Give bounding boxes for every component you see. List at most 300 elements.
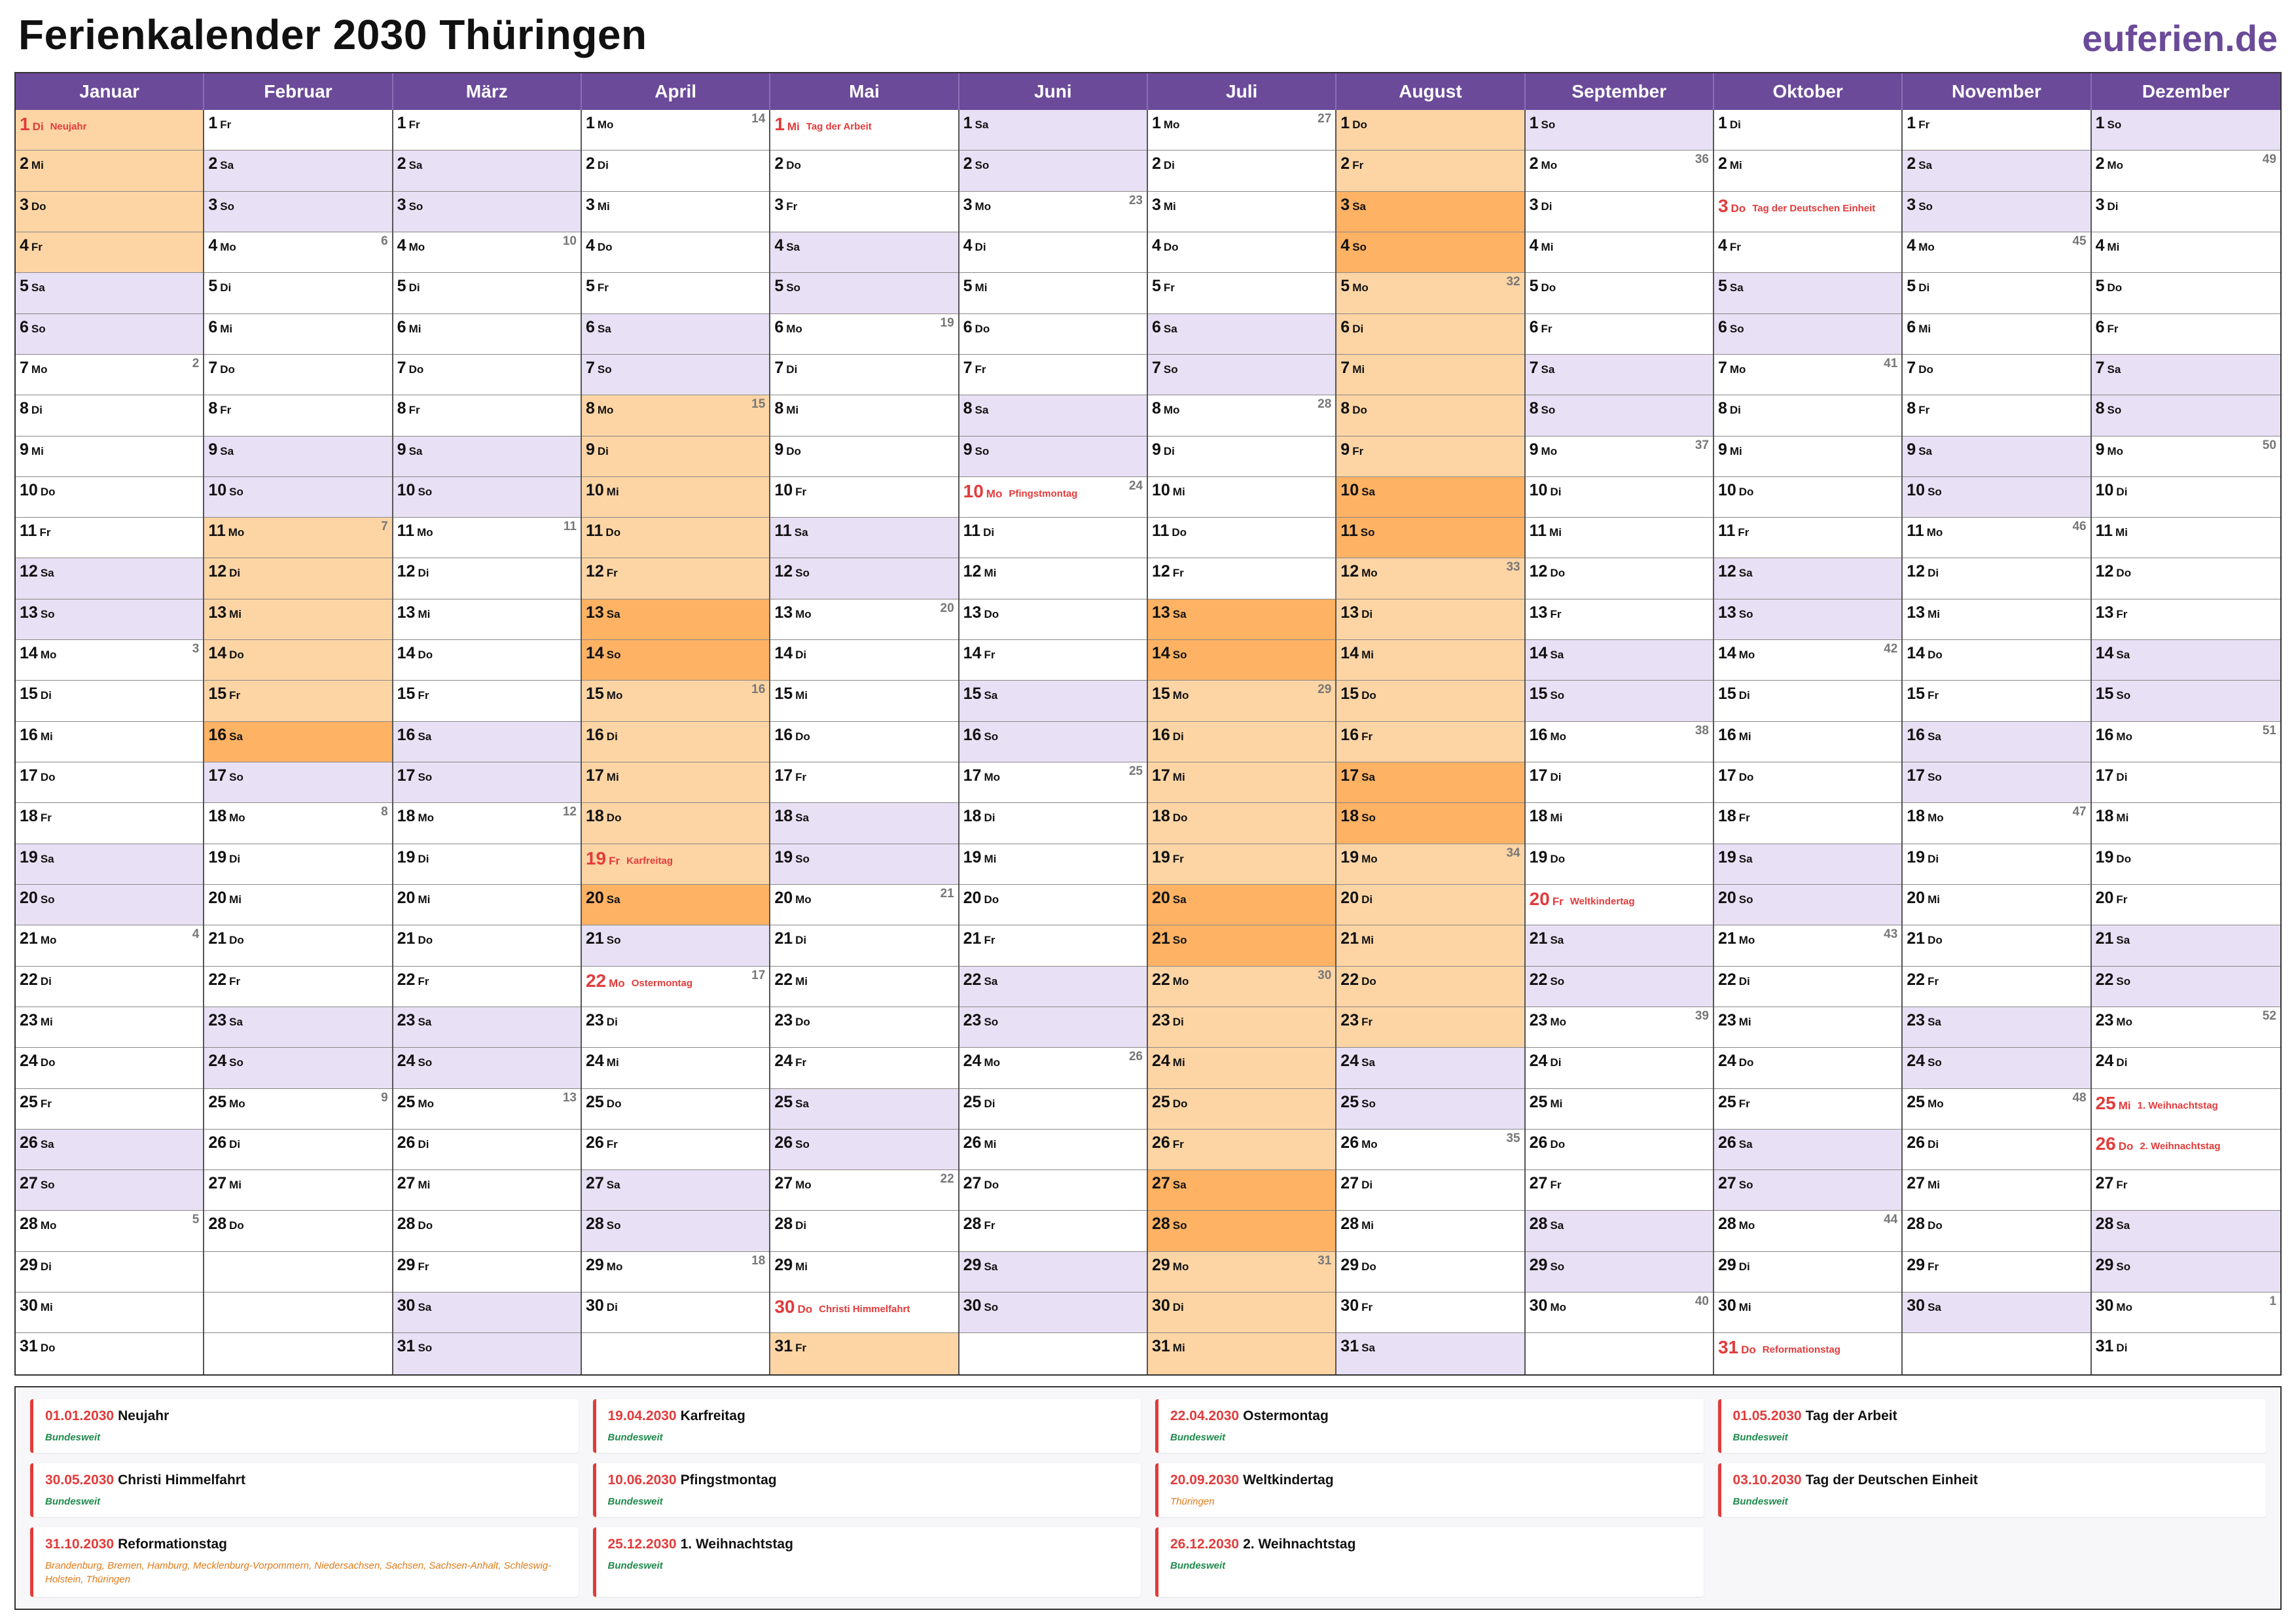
day-number: 6 xyxy=(774,317,784,336)
day-number: 5 xyxy=(1907,277,1916,296)
day-number: 9 xyxy=(1151,440,1161,459)
day-number: 14 xyxy=(20,644,38,663)
weekday-label: Mo xyxy=(1352,281,1369,294)
day-number: 7 xyxy=(397,358,406,377)
day-number: 3 xyxy=(2095,195,2105,214)
day-cell xyxy=(2092,477,2280,518)
day-cell xyxy=(16,437,203,477)
day-cell xyxy=(1148,558,1335,599)
weekday-label: So xyxy=(40,893,55,906)
day-number: 1 xyxy=(1151,114,1161,132)
weekday-label: Mo xyxy=(418,1097,435,1110)
weekday-label: So xyxy=(1550,1260,1565,1273)
weekday-label: Fr xyxy=(1738,526,1749,539)
day-number: 6 xyxy=(208,317,218,336)
legend-card xyxy=(593,1463,1141,1517)
weekday-label: Mi xyxy=(40,730,53,743)
day-number: 28 xyxy=(397,1215,416,1234)
empty-day-cell xyxy=(1526,1333,1713,1374)
day-cell xyxy=(1903,151,2090,191)
day-cell xyxy=(770,967,958,1007)
weekday-label: Fr xyxy=(1361,1015,1373,1028)
weekday-label: Mo xyxy=(1163,404,1180,417)
day-cell xyxy=(1148,1048,1335,1088)
weekday-label: Mi xyxy=(229,893,242,906)
week-number: 5 xyxy=(192,1213,200,1227)
day-number: 20 xyxy=(1340,888,1359,907)
day-number: 12 xyxy=(397,562,416,581)
day-cell xyxy=(1714,110,1901,151)
day-cell xyxy=(1903,314,2090,355)
day-number: 11 xyxy=(1340,522,1358,541)
weekday-label: So xyxy=(40,607,55,620)
weekday-label: Sa xyxy=(1352,200,1366,213)
day-number: 26 xyxy=(397,1133,416,1152)
day-number: 22 xyxy=(1340,970,1359,989)
day-number: 20 xyxy=(963,888,982,907)
day-cell xyxy=(960,395,1147,436)
day-cell xyxy=(393,558,581,599)
empty-day-cell xyxy=(204,1333,391,1374)
day-cell xyxy=(582,437,769,477)
day-cell xyxy=(2092,518,2280,558)
day-cell xyxy=(1526,518,1713,558)
day-cell xyxy=(393,1170,581,1211)
day-number: 27 xyxy=(2095,1174,2114,1193)
weekday-label: Sa xyxy=(418,730,432,743)
weekday-label: So xyxy=(220,200,234,213)
day-cell xyxy=(770,722,958,762)
day-cell xyxy=(770,1089,958,1130)
day-cell xyxy=(960,192,1147,232)
day-number: 3 xyxy=(774,195,784,214)
day-cell xyxy=(960,1048,1147,1088)
day-number: 28 xyxy=(20,1215,38,1234)
day-number: 1 xyxy=(20,114,30,134)
day-cell xyxy=(2092,1089,2280,1130)
day-number: 5 xyxy=(585,277,595,296)
weekday-label: Do xyxy=(2118,1139,2134,1152)
day-number: 4 xyxy=(208,236,218,255)
weekday-label: Mi xyxy=(1361,1219,1374,1232)
weekday-label: So xyxy=(1541,118,1556,131)
day-number: 24 xyxy=(1907,1052,1926,1071)
day-cell xyxy=(16,192,203,232)
day-cell xyxy=(770,885,958,925)
day-cell xyxy=(1714,437,1901,477)
day-number: 15 xyxy=(1717,685,1736,704)
day-number: 11 xyxy=(208,522,226,541)
day-number: 1 xyxy=(1340,114,1350,132)
day-cell xyxy=(770,599,958,640)
weekday-label: Sa xyxy=(229,730,243,743)
weekday-label: Mi xyxy=(1163,200,1176,213)
day-number: 14 xyxy=(585,644,604,663)
weekday-label: Di xyxy=(40,1260,52,1273)
weekday-label: Sa xyxy=(795,812,809,825)
weekday-label: Mi xyxy=(418,1179,431,1192)
weekday-label: Sa xyxy=(1163,322,1177,335)
day-number: 15 xyxy=(20,685,38,704)
day-number: 22 xyxy=(1717,970,1736,989)
weekday-label: Sa xyxy=(984,689,998,702)
week-number: 4 xyxy=(192,927,200,942)
day-number: 16 xyxy=(585,725,604,744)
weekday-label: Di xyxy=(984,812,996,825)
weekday-label: Mi xyxy=(597,200,610,213)
day-number: 9 xyxy=(774,440,784,459)
month-column xyxy=(16,110,204,1374)
day-cell xyxy=(582,803,769,844)
weekday-label: Do xyxy=(418,649,433,662)
day-cell xyxy=(1336,599,1524,640)
weekday-label: Do xyxy=(1361,689,1376,702)
weekday-label: Fr xyxy=(418,974,429,988)
day-number: 13 xyxy=(1340,603,1359,622)
weekday-label: Di xyxy=(795,649,807,662)
day-number: 18 xyxy=(963,807,982,826)
weekday-label: Fr xyxy=(1172,852,1184,865)
day-number: 8 xyxy=(963,399,973,418)
weekday-label: So xyxy=(1928,1056,1942,1069)
weekday-label: Mi xyxy=(795,689,808,702)
day-number: 16 xyxy=(2095,725,2114,744)
day-number: 22 xyxy=(20,970,38,989)
weekday-label: Di xyxy=(984,1097,996,1110)
weekday-label: Mo xyxy=(1550,1015,1566,1028)
day-cell xyxy=(770,1211,958,1251)
day-number: 5 xyxy=(1151,277,1161,296)
legend-card xyxy=(593,1527,1141,1597)
day-number: 15 xyxy=(774,685,793,704)
day-number: 6 xyxy=(20,317,29,336)
weekday-label: Di xyxy=(229,567,241,580)
day-cell xyxy=(16,1293,203,1333)
weekday-label: Sa xyxy=(1550,1219,1564,1232)
day-number: 15 xyxy=(1529,685,1548,704)
day-cell xyxy=(1526,395,1713,436)
weekday-label: Sa xyxy=(975,404,989,417)
weekday-label: Di xyxy=(229,852,241,865)
weekday-label: So xyxy=(1172,934,1187,947)
week-number: 42 xyxy=(1884,642,1898,656)
weekday-label: Di xyxy=(1729,404,1741,417)
week-number: 23 xyxy=(1128,193,1143,207)
weekday-label: Mi xyxy=(984,1137,997,1150)
day-number: 6 xyxy=(585,317,595,336)
day-number: 27 xyxy=(1717,1174,1736,1193)
week-number: 52 xyxy=(2262,1008,2276,1023)
day-number: 14 xyxy=(2095,644,2114,663)
weekday-label: Do xyxy=(418,1219,433,1232)
weekday-label: Di xyxy=(975,240,986,253)
weekday-label: Fr xyxy=(984,934,996,947)
weekday-label: Mo xyxy=(597,118,614,131)
day-number: 3 xyxy=(1717,195,1729,216)
day-number: 10 xyxy=(963,480,984,501)
weekday-label: Di xyxy=(418,852,429,865)
weekday-label: Mo xyxy=(597,404,614,417)
day-cell xyxy=(2092,1130,2280,1170)
day-number: 19 xyxy=(1151,847,1170,866)
day-number: 15 xyxy=(585,685,604,704)
legend-title xyxy=(1170,1472,1692,1488)
weekday-label: Mi xyxy=(1550,812,1563,825)
day-number: 23 xyxy=(397,1010,416,1029)
day-cell xyxy=(960,273,1147,313)
week-number: 36 xyxy=(1695,152,1709,167)
weekday-label: So xyxy=(418,485,433,498)
weekday-label: Sa xyxy=(1738,1137,1753,1150)
day-number: 7 xyxy=(1529,358,1539,377)
weekday-label: Di xyxy=(606,1015,618,1028)
weekday-label: So xyxy=(1360,526,1375,539)
month-column xyxy=(1526,110,1714,1374)
weekday-label: Sa xyxy=(1361,1342,1375,1355)
weekday-label: Fr xyxy=(1928,1260,1939,1273)
weekday-label: Di xyxy=(220,281,232,294)
day-number: 9 xyxy=(1340,440,1350,459)
legend-card xyxy=(30,1399,579,1453)
day-number: 22 xyxy=(208,970,227,989)
day-cell xyxy=(1148,151,1335,191)
weekday-label: Di xyxy=(40,689,52,702)
day-number: 27 xyxy=(585,1174,604,1193)
weekday-label: Mo xyxy=(2116,730,2132,743)
day-number: 22 xyxy=(1907,970,1926,989)
day-number: 2 xyxy=(1717,154,1727,173)
day-number: 15 xyxy=(963,685,982,704)
weekday-label: Fr xyxy=(1918,118,1930,131)
day-cell xyxy=(770,1252,958,1293)
weekday-label: Mo xyxy=(228,526,245,539)
month-header: November xyxy=(1903,73,2091,110)
day-number: 28 xyxy=(585,1215,604,1234)
month-column xyxy=(393,110,582,1374)
day-number: 5 xyxy=(20,277,29,296)
day-cell xyxy=(960,967,1147,1007)
month-header: Dezember xyxy=(2142,81,2230,101)
day-number: 1 xyxy=(397,114,406,132)
week-number: 32 xyxy=(1506,275,1520,289)
weekday-label: Fr xyxy=(229,974,241,988)
legend-region: Bundesweit xyxy=(607,1432,663,1443)
weekday-label: Do xyxy=(795,1015,810,1028)
day-number: 19 xyxy=(1907,847,1926,866)
day-cell xyxy=(960,640,1147,681)
day-number: 12 xyxy=(1529,562,1548,581)
month-column xyxy=(960,110,1148,1374)
legend-title xyxy=(608,1537,1130,1552)
legend-card xyxy=(593,1399,1141,1453)
weekday-label: Mo xyxy=(1928,1097,1944,1110)
day-number: 8 xyxy=(1340,399,1350,418)
day-number: 24 xyxy=(397,1052,416,1071)
day-cell xyxy=(393,1007,581,1048)
day-number: 19 xyxy=(20,847,38,866)
brand-logo-text[interactable]: euferien.de xyxy=(2082,18,2278,59)
day-number: 27 xyxy=(1907,1174,1926,1193)
year-calendar xyxy=(14,72,2282,1376)
day-cell xyxy=(582,844,769,885)
day-cell xyxy=(1903,355,2090,395)
day-number: 26 xyxy=(774,1133,793,1152)
day-cell xyxy=(582,232,769,273)
day-cell xyxy=(1148,355,1335,395)
week-number: 18 xyxy=(751,1253,766,1268)
day-cell xyxy=(1148,844,1335,885)
day-cell xyxy=(1526,192,1713,232)
day-number: 13 xyxy=(2095,603,2114,622)
empty-day-cell xyxy=(204,1252,391,1293)
day-number: 8 xyxy=(585,399,595,418)
weekday-label: Do xyxy=(1352,404,1367,417)
weekday-label: Di xyxy=(606,730,618,743)
day-number: 10 xyxy=(397,480,416,499)
day-cell xyxy=(960,558,1147,599)
day-cell xyxy=(1526,599,1713,640)
weekday-label: Mi xyxy=(1550,1097,1563,1110)
weekday-label: Do xyxy=(606,812,622,825)
day-number: 12 xyxy=(585,562,604,581)
day-cell xyxy=(1526,273,1713,313)
day-number: 29 xyxy=(397,1255,416,1274)
holiday-label: Karfreitag xyxy=(626,855,673,866)
day-cell xyxy=(2092,681,2280,721)
weekday-label: Fr xyxy=(1918,404,1930,417)
week-number: 41 xyxy=(1884,356,1898,370)
day-cell xyxy=(1526,437,1713,477)
day-number: 18 xyxy=(1340,807,1359,826)
weekday-label: So xyxy=(418,1342,433,1355)
weekday-label: Mo xyxy=(1172,974,1189,988)
day-number: 18 xyxy=(1151,807,1170,826)
weekday-label: Sa xyxy=(1172,1179,1187,1192)
weekday-label: Mi xyxy=(418,893,431,906)
week-number: 11 xyxy=(563,520,577,534)
day-cell xyxy=(1336,803,1524,844)
weekday-label: Mi xyxy=(1361,649,1374,662)
weekday-label: Do xyxy=(984,1179,999,1192)
day-number: 25 xyxy=(1151,1092,1170,1111)
day-number: 11 xyxy=(1907,522,1924,541)
month-column xyxy=(770,110,959,1374)
day-cell xyxy=(393,1333,581,1374)
weekday-label: Fr xyxy=(418,1260,429,1273)
weekday-label: Fr xyxy=(31,240,43,253)
weekday-label: Sa xyxy=(220,444,234,457)
day-number: 5 xyxy=(2095,277,2105,296)
day-number: 20 xyxy=(20,888,38,907)
weekday-label: Do xyxy=(1550,567,1566,580)
weekday-label: So xyxy=(1172,1219,1187,1232)
day-cell xyxy=(582,1007,769,1048)
day-cell xyxy=(1336,518,1524,558)
day-number: 9 xyxy=(20,440,29,459)
weekday-label: Sa xyxy=(606,607,620,620)
day-cell xyxy=(393,1130,581,1170)
day-cell xyxy=(582,762,769,803)
day-cell xyxy=(1714,518,1901,558)
weekday-label: So xyxy=(1738,893,1753,906)
day-cell xyxy=(1903,437,2090,477)
month-header: Oktober xyxy=(1714,73,1903,110)
day-cell xyxy=(393,314,581,355)
day-number: 3 xyxy=(1340,195,1350,214)
day-cell xyxy=(1336,477,1524,518)
day-cell xyxy=(770,314,958,355)
day-number: 13 xyxy=(1907,603,1926,622)
weekday-label: Sa xyxy=(418,1015,432,1028)
day-number: 19 xyxy=(963,847,982,866)
day-cell xyxy=(1336,844,1524,885)
weekday-label: Mo xyxy=(795,1179,812,1192)
weekday-label: Di xyxy=(2116,771,2128,783)
weekday-label: Mi xyxy=(229,607,242,620)
day-number: 4 xyxy=(1907,236,1916,255)
day-number: 28 xyxy=(2095,1215,2114,1234)
day-cell xyxy=(960,599,1147,640)
week-number: 6 xyxy=(381,234,388,248)
weekday-label: Mi xyxy=(795,974,808,988)
day-cell xyxy=(1148,681,1335,721)
day-number: 12 xyxy=(1340,562,1359,581)
day-cell xyxy=(1526,232,1713,273)
day-number: 24 xyxy=(2095,1052,2114,1071)
weekday-label: Fr xyxy=(795,771,807,783)
month-header: Juli xyxy=(1148,73,1336,110)
day-cell xyxy=(1336,232,1524,273)
day-cell xyxy=(1148,437,1335,477)
day-number: 3 xyxy=(963,195,973,214)
day-cell xyxy=(1336,314,1524,355)
day-number: 26 xyxy=(963,1133,982,1152)
day-cell xyxy=(2092,151,2280,191)
weekday-label: Fr xyxy=(220,404,232,417)
day-number: 18 xyxy=(20,807,38,826)
week-number: 17 xyxy=(751,968,766,982)
weekday-label: Do xyxy=(1361,1260,1376,1273)
weekday-label: Do xyxy=(1172,526,1187,539)
day-number: 20 xyxy=(1717,888,1736,907)
weekday-label: Fr xyxy=(2116,1179,2128,1192)
day-cell xyxy=(204,844,391,885)
weekday-label: Mi xyxy=(1352,363,1365,376)
day-number: 10 xyxy=(1907,480,1926,499)
day-cell xyxy=(393,355,581,395)
day-cell xyxy=(960,844,1147,885)
weekday-label: Fr xyxy=(1550,1179,1562,1192)
weekday-label: Fr xyxy=(984,1219,996,1232)
day-cell xyxy=(2092,967,2280,1007)
day-number: 10 xyxy=(1151,480,1170,499)
day-cell xyxy=(204,518,391,558)
day-cell xyxy=(1714,722,1901,762)
day-cell xyxy=(582,722,769,762)
week-number: 37 xyxy=(1695,438,1709,452)
day-cell xyxy=(1526,1252,1713,1293)
day-cell xyxy=(16,1048,203,1088)
day-cell xyxy=(204,1007,391,1048)
day-cell xyxy=(960,518,1147,558)
day-number: 6 xyxy=(963,317,973,336)
weekday-label: Mi xyxy=(408,322,422,335)
day-cell xyxy=(770,681,958,721)
weekday-label: So xyxy=(1163,363,1178,376)
day-cell xyxy=(770,1007,958,1048)
day-number: 4 xyxy=(2095,236,2105,255)
day-cell xyxy=(204,599,391,640)
